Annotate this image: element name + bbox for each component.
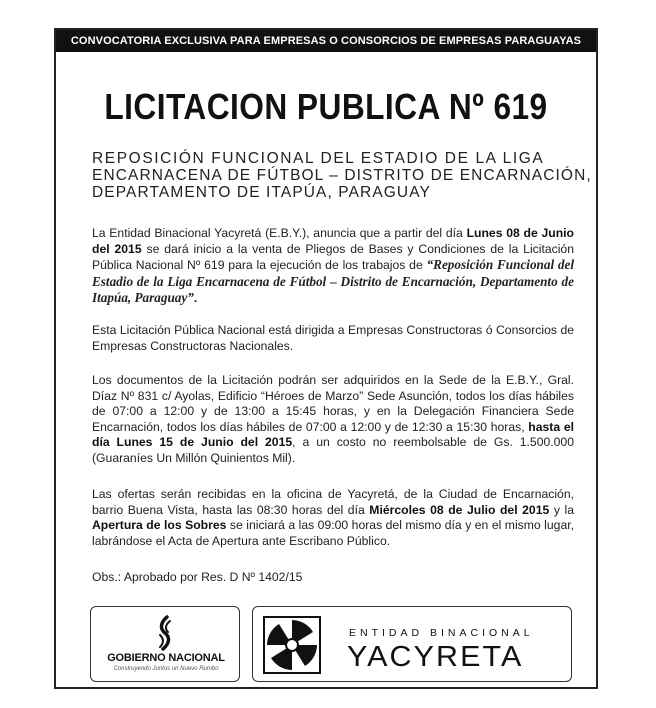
p3-text-c: , a un costo no reembolsable de Gs. 1.500.000 (Guaraníes Un Millón Quinientos Mil). <box>92 435 574 465</box>
p1-sale-start-date: Lunes 08 de Junio del 2015 <box>92 226 574 256</box>
paragraph-documents <box>92 373 574 467</box>
p1-text-c: se dará inicio a la venta de Pliegos de Bases y Condiciones de la Licitación Pública Nacional Nº 619 para la ejecución de los trabajos de <box>92 241 574 273</box>
gobierno-nacional-name: GOBIERNO NACIONAL <box>107 652 225 664</box>
yacyreta-spiral-icon <box>263 616 321 674</box>
top-banner: CONVOCATORIA EXCLUSIVA PARA EMPRESAS O CONSORCIOS DE EMPRESAS PARAGUAYAS <box>56 30 596 52</box>
notice-frame <box>54 28 598 689</box>
p4-offer-date: Miércoles 08 de Julio del 2015 <box>369 502 550 517</box>
subtitle-line-1: REPOSICIÓN FUNCIONAL DEL ESTADIO DE LA LIGA <box>92 150 545 167</box>
gobierno-nacional-tagline: Construyendo Juntos un Nuevo Rumbo <box>113 666 219 672</box>
yacyreta-entity-label: ENTIDAD BINACIONAL <box>349 627 534 639</box>
p1-project-name: “Reposición Funcional del Estadio de la Liga Encarnacena de Fútbol – Distrito de Encarnación, Departamento de Itapúa, Paraguay” <box>92 257 574 306</box>
gobierno-nacional-emblem-icon <box>150 615 180 651</box>
p3-deadline: hasta el día Lunes 15 de Junio del 2015 <box>92 419 574 450</box>
p3-text-a: Los documentos de la Licitación podrán ser adquiridos en la Sede de la E.B.Y., Gral. Díaz Nº 831 c/ Ayolas, Edificio “Héroes de Marzo” Sede Asunción, todos los días hábiles de 07:00 a 12:00 y de 13:00 a 15:45 horas, y en la Delegación Financiera Sede Encarnación, todos los días hábiles de 07:00 a 12:00 y de 12:30 a 15:30 horas, <box>92 373 574 434</box>
p1-text-e: . <box>193 291 198 306</box>
approval-note: Obs.: Aprobado por Res. D Nº 1402/15 <box>92 570 303 584</box>
subtitle <box>92 150 592 201</box>
subtitle-line-2: ENCARNACENA DE FÚTBOL – DISTRITO DE ENCARNACIÓN, <box>92 167 592 184</box>
paragraph-announcement <box>92 226 574 307</box>
p1-text-a: La Entidad Binacional Yacyretá (E.B.Y.), anuncia que a partir del día <box>92 226 467 240</box>
p4-text-c: y la <box>549 502 574 517</box>
page-title: LICITACION PUBLICA Nº 619 <box>104 86 548 127</box>
yacyreta-wordmark: YACYRETA <box>347 641 524 673</box>
paragraph-eligibility: Esta Licitación Pública Nacional está dirigida a Empresas Constructoras ó Consorcios de Empresas Constructoras Nacionales. <box>92 323 574 353</box>
p4-text-a: Las ofertas serán recibidas en la oficina de Yacyretá, de la Ciudad de Encarnación, barrio Buena Vista, hasta las 08:30 horas del día <box>92 487 574 517</box>
yacyreta-logo <box>252 606 572 682</box>
p4-text-e: se iniciará a las 09:00 horas del mismo día y en el mismo lugar, labrándose el Acta de Apertura ante Escribano Público. <box>92 518 574 548</box>
p4-opening-label: Apertura de los Sobres <box>92 518 227 533</box>
gobierno-nacional-logo <box>90 606 240 682</box>
paragraph-offers <box>92 487 574 549</box>
subtitle-line-3: DEPARTAMENTO DE ITAPÚA, PARAGUAY <box>92 184 431 201</box>
